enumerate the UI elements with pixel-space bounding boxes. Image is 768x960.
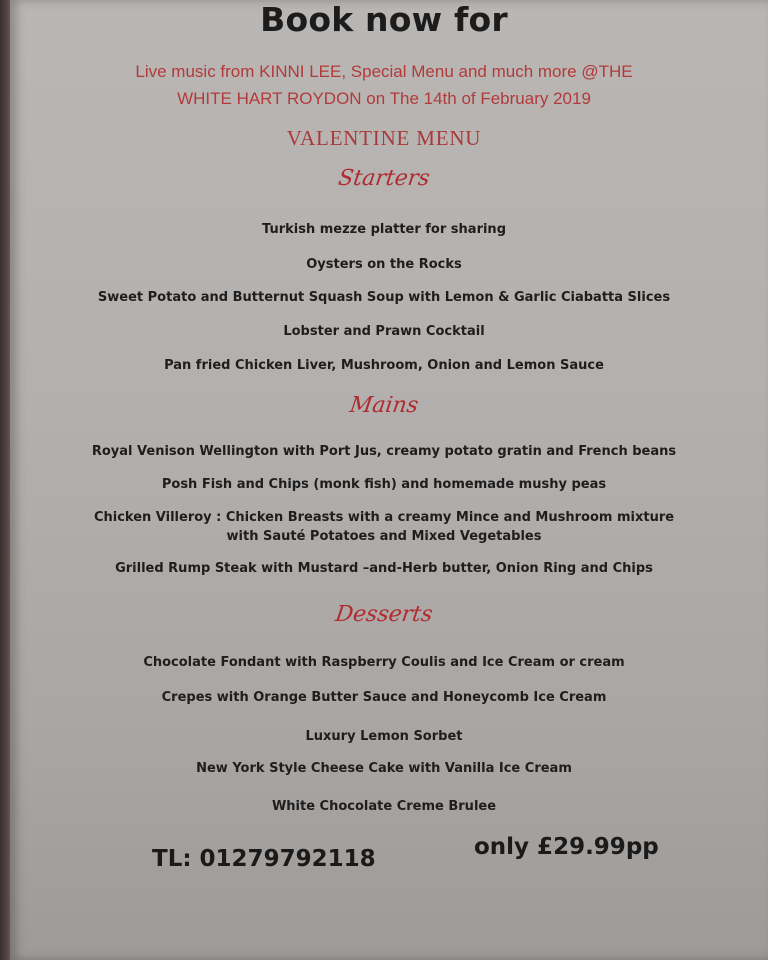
menu-item: Luxury Lemon Sorbet <box>305 729 463 744</box>
menu-item: White Chocolate Creme Brulee <box>271 799 497 814</box>
phone-number: TL: 01279792118 <box>152 846 376 872</box>
menu-item: Royal Venison Wellington with Port Jus, creamy potato gratin and French beans <box>91 444 677 459</box>
menu-item: with Sauté Potatoes and Mixed Vegetables <box>226 529 542 544</box>
menu-item: Crepes with Orange Butter Sauce and Honeycomb Ice Cream <box>161 690 607 705</box>
section-heading-mains: Mains <box>348 393 420 418</box>
menu-item: New York Style Cheese Cake with Vanilla Ice Cream <box>196 761 572 776</box>
menu-item: Oysters on the Rocks <box>306 257 462 272</box>
headline: Book now for <box>260 0 508 39</box>
menu-item: Chicken Villeroy : Chicken Breasts with a creamy Mince and Mushroom mixture <box>93 510 675 525</box>
menu-item: Grilled Rump Steak with Mustard –and-Herb butter, Onion Ring and Chips <box>115 561 653 576</box>
menu-item: Posh Fish and Chips (monk fish) and homemade mushy peas <box>161 477 607 492</box>
intro-line-1: Live music from KINNI LEE, Special Menu and much more @THE <box>135 62 633 81</box>
menu-item: Pan fried Chicken Liver, Mushroom, Onion and Lemon Sauce <box>164 358 604 373</box>
menu-item: Turkish mezze platter for sharing <box>262 222 506 237</box>
menu-title: VALENTINE MENU <box>286 126 482 150</box>
price: only £29.99pp <box>474 834 659 860</box>
section-heading-starters: Starters <box>336 166 432 191</box>
menu-item: Lobster and Prawn Cocktail <box>283 324 485 339</box>
menu-item: Chocolate Fondant with Raspberry Coulis and Ice Cream or cream <box>143 655 625 670</box>
section-heading-desserts: Desserts <box>333 602 435 627</box>
menu-item: Sweet Potato and Butternut Squash Soup with Lemon & Garlic Ciabatta Slices <box>97 290 671 305</box>
intro-line-2: WHITE HART ROYDON on The 14th of February 2019 <box>177 89 591 108</box>
